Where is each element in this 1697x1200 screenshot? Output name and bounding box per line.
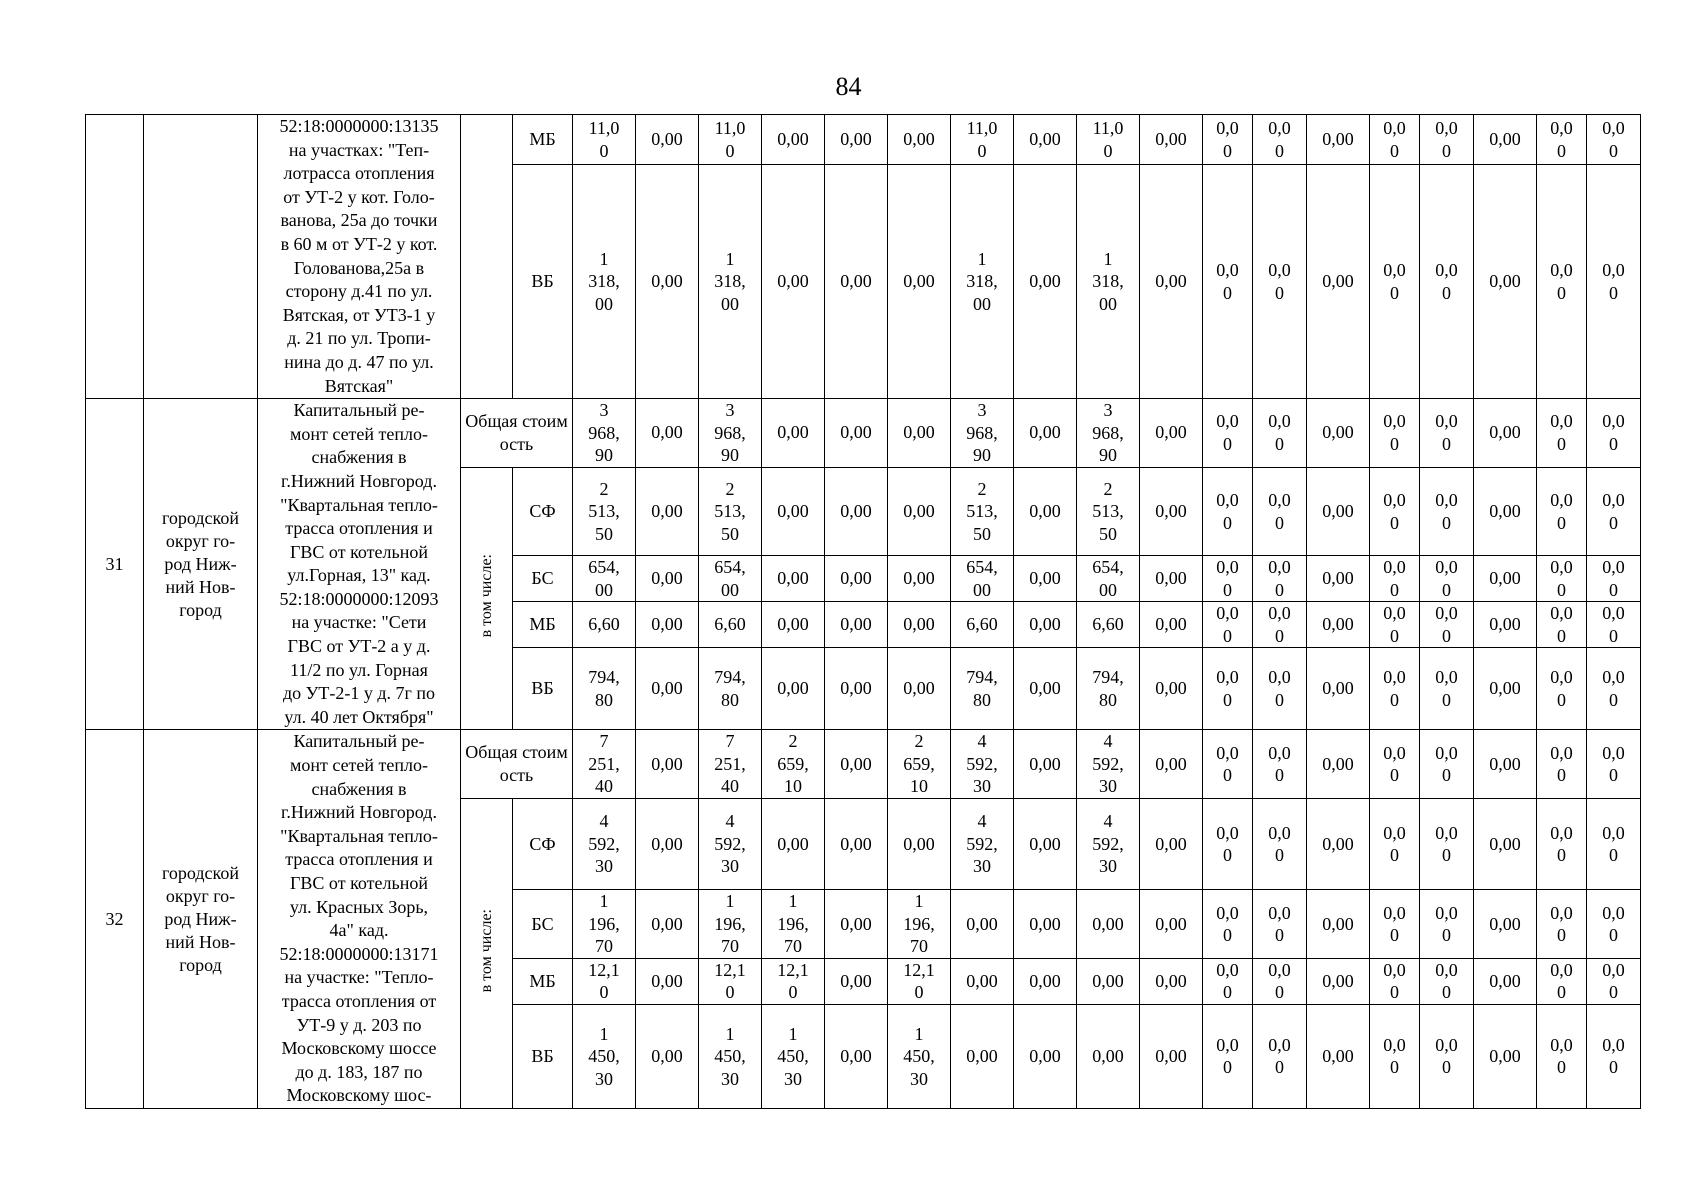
value-cell: 0,00: [636, 399, 699, 468]
value-cell: 0,0 0: [1253, 467, 1307, 556]
value-cell: 0,00: [1140, 730, 1203, 799]
total-label: Общая стоимость: [461, 730, 573, 799]
source-label: МБ: [513, 958, 573, 1004]
value-cell: 0,00: [888, 115, 951, 165]
municipality-cell: городской округ го- род Ниж- ний Нов- город: [144, 730, 258, 1109]
value-cell: 0,00: [1014, 1004, 1077, 1108]
value-cell: 0,00: [1474, 556, 1537, 602]
value-cell: 0,00: [1140, 602, 1203, 648]
value-cell: 0,0 0: [1370, 648, 1420, 730]
value-cell: 0,0 0: [1203, 467, 1253, 556]
value-cell: 0,00: [762, 399, 825, 468]
source-label: МБ: [513, 115, 573, 165]
value-cell: 4 592, 30: [699, 798, 762, 890]
value-cell: 0,0 0: [1253, 648, 1307, 730]
value-cell: 4 592, 30: [573, 798, 636, 890]
value-cell: 12,1 0: [888, 958, 951, 1004]
value-cell: 0,00: [1014, 467, 1077, 556]
value-cell: 0,0 0: [1370, 165, 1420, 399]
value-cell: 0,0 0: [1253, 602, 1307, 648]
value-cell: 0,00: [888, 798, 951, 890]
value-cell: 0,0 0: [1420, 115, 1474, 165]
value-cell: 3 968, 90: [1077, 399, 1140, 468]
value-cell: 0,0 0: [1203, 115, 1253, 165]
value-cell: 1 196, 70: [762, 890, 825, 959]
value-cell: 2 659, 10: [888, 730, 951, 799]
value-cell: 0,0 0: [1370, 115, 1420, 165]
value-cell: 0,0 0: [1420, 958, 1474, 1004]
value-cell: 0,00: [825, 602, 888, 648]
value-cell: 0,0 0: [1253, 958, 1307, 1004]
value-cell: 0,00: [1474, 798, 1537, 890]
value-cell: 0,0 0: [1420, 648, 1474, 730]
value-cell: 0,00: [636, 958, 699, 1004]
value-cell: 0,0 0: [1587, 730, 1641, 799]
source-label: ВБ: [513, 648, 573, 730]
value-cell: 0,0 0: [1537, 556, 1587, 602]
value-cell: 0,00: [762, 165, 825, 399]
value-cell: 0,00: [825, 467, 888, 556]
value-cell: 0,00: [825, 798, 888, 890]
value-cell: 0,00: [636, 798, 699, 890]
value-cell: 0,0 0: [1587, 958, 1641, 1004]
value-cell: 0,00: [1474, 115, 1537, 165]
value-cell: 0,00: [1014, 556, 1077, 602]
value-cell: 0,00: [1474, 890, 1537, 959]
value-cell: 0,00: [762, 798, 825, 890]
value-cell: 0,00: [1014, 890, 1077, 959]
value-cell: 12,1 0: [573, 958, 636, 1004]
value-cell: 1 196, 70: [888, 890, 951, 959]
value-cell: 2 659, 10: [762, 730, 825, 799]
value-cell: 0,0 0: [1370, 958, 1420, 1004]
value-cell: 0,00: [825, 648, 888, 730]
value-cell: 0,0 0: [1253, 399, 1307, 468]
value-cell: 2 513, 50: [699, 467, 762, 556]
value-cell: 1 450, 30: [888, 1004, 951, 1108]
value-cell: 0,00: [825, 165, 888, 399]
value-cell: 7 251, 40: [699, 730, 762, 799]
value-cell: 0,00: [1307, 165, 1370, 399]
value-cell: 3 968, 90: [951, 399, 1014, 468]
value-cell: 0,00: [1307, 730, 1370, 799]
value-cell: 0,00: [636, 115, 699, 165]
value-cell: 0,00: [636, 1004, 699, 1108]
value-cell: 0,00: [1014, 648, 1077, 730]
value-cell: 0,00: [1140, 556, 1203, 602]
value-cell: 0,0 0: [1537, 602, 1587, 648]
value-cell: 0,00: [1140, 115, 1203, 165]
value-cell: 0,00: [1307, 556, 1370, 602]
value-cell: 1 450, 30: [762, 1004, 825, 1108]
value-cell: 1 196, 70: [573, 890, 636, 959]
value-cell: 0,0 0: [1370, 798, 1420, 890]
value-cell: 4 592, 30: [1077, 798, 1140, 890]
value-cell: 0,0 0: [1203, 730, 1253, 799]
value-cell: 0,0 0: [1370, 890, 1420, 959]
value-cell: 0,00: [762, 648, 825, 730]
value-cell: 0,00: [825, 890, 888, 959]
value-cell: 0,0 0: [1587, 648, 1641, 730]
source-label: МБ: [513, 602, 573, 648]
value-cell: 0,00: [1474, 467, 1537, 556]
value-cell: 1 450, 30: [573, 1004, 636, 1108]
number-cell: [86, 115, 144, 399]
value-cell: 0,0 0: [1587, 556, 1641, 602]
value-cell: 11,0 0: [573, 115, 636, 165]
value-cell: 0,00: [825, 556, 888, 602]
value-cell: 0,00: [636, 890, 699, 959]
value-cell: 0,0 0: [1587, 115, 1641, 165]
value-cell: 794, 80: [951, 648, 1014, 730]
value-cell: 3 968, 90: [573, 399, 636, 468]
value-cell: 0,0 0: [1587, 798, 1641, 890]
value-cell: 0,0 0: [1253, 730, 1307, 799]
value-cell: 0,0 0: [1370, 399, 1420, 468]
value-cell: 0,0 0: [1587, 890, 1641, 959]
value-cell: 0,00: [1307, 602, 1370, 648]
value-cell: 0,00: [1014, 399, 1077, 468]
value-cell: 0,00: [825, 958, 888, 1004]
value-cell: 0,00: [762, 467, 825, 556]
source-label: БС: [513, 556, 573, 602]
value-cell: 0,00: [1140, 958, 1203, 1004]
included-cell: [461, 467, 513, 730]
source-label: ВБ: [513, 165, 573, 399]
source-label: БС: [513, 890, 573, 959]
value-cell: 1 318, 00: [951, 165, 1014, 399]
value-cell: 0,00: [1474, 165, 1537, 399]
value-cell: 0,00: [1014, 115, 1077, 165]
value-cell: 0,00: [1014, 958, 1077, 1004]
value-cell: 0,00: [1307, 399, 1370, 468]
value-cell: 0,0 0: [1420, 165, 1474, 399]
value-cell: 0,0 0: [1253, 556, 1307, 602]
value-cell: 0,00: [888, 556, 951, 602]
value-cell: 0,0 0: [1420, 556, 1474, 602]
source-label: СФ: [513, 467, 573, 556]
value-cell: 0,00: [762, 602, 825, 648]
total-label: Общая стоимость: [461, 399, 573, 468]
source-label: СФ: [513, 798, 573, 890]
value-cell: 0,0 0: [1420, 890, 1474, 959]
value-cell: 0,0 0: [1370, 602, 1420, 648]
value-cell: 2 513, 50: [1077, 467, 1140, 556]
value-cell: 0,00: [636, 730, 699, 799]
value-cell: 0,00: [825, 399, 888, 468]
included-label: в том числе:: [477, 553, 495, 638]
value-cell: 654, 00: [951, 556, 1014, 602]
value-cell: 4 592, 30: [951, 798, 1014, 890]
value-cell: 0,00: [1474, 958, 1537, 1004]
value-cell: 0,00: [1307, 467, 1370, 556]
value-cell: 0,0 0: [1203, 958, 1253, 1004]
value-cell: 0,00: [1140, 399, 1203, 468]
value-cell: 0,00: [1014, 730, 1077, 799]
value-cell: 0,00: [825, 730, 888, 799]
value-cell: 12,1 0: [699, 958, 762, 1004]
value-cell: 11,0 0: [1077, 115, 1140, 165]
value-cell: 0,0 0: [1537, 798, 1587, 890]
value-cell: 0,00: [1474, 399, 1537, 468]
value-cell: 3 968, 90: [699, 399, 762, 468]
value-cell: 0,0 0: [1420, 602, 1474, 648]
value-cell: 11,0 0: [699, 115, 762, 165]
value-cell: 6,60: [1077, 602, 1140, 648]
number-cell: 31: [86, 399, 144, 730]
value-cell: 794, 80: [573, 648, 636, 730]
value-cell: 0,00: [1140, 467, 1203, 556]
value-cell: 0,00: [825, 1004, 888, 1108]
value-cell: 0,0 0: [1370, 730, 1420, 799]
value-cell: 0,00: [1140, 798, 1203, 890]
value-cell: 1 450, 30: [699, 1004, 762, 1108]
value-cell: 0,00: [636, 165, 699, 399]
value-cell: 0,0 0: [1420, 730, 1474, 799]
value-cell: 1 196, 70: [699, 890, 762, 959]
value-cell: 0,0 0: [1370, 1004, 1420, 1108]
value-cell: 0,00: [1307, 890, 1370, 959]
value-cell: 0,00: [825, 115, 888, 165]
value-cell: 0,0 0: [1537, 958, 1587, 1004]
value-cell: 0,00: [888, 648, 951, 730]
value-cell: 0,0 0: [1587, 399, 1641, 468]
value-cell: 11,0 0: [951, 115, 1014, 165]
value-cell: 1 318, 00: [573, 165, 636, 399]
value-cell: 4 592, 30: [951, 730, 1014, 799]
value-cell: 0,00: [1077, 1004, 1140, 1108]
value-cell: 0,0 0: [1420, 467, 1474, 556]
value-cell: 0,0 0: [1253, 115, 1307, 165]
description-cell: Капитальный ре- монт сетей тепло- снабжения в г.Нижний Новгород. "Квартальная тепло- трасса отопления и ГВС от котельной ул.Горная, 13" кад. 52:18:0000000:12093 на участке: "Сети ГВС от УТ-2 а у д. 11/2 по ул. Горная до УТ-2-1 у д. 7г по ул. 40 лет Октября": [258, 399, 461, 730]
value-cell: 0,0 0: [1253, 165, 1307, 399]
value-cell: 6,60: [951, 602, 1014, 648]
value-cell: 0,0 0: [1203, 399, 1253, 468]
value-cell: 0,00: [1140, 648, 1203, 730]
value-cell: 0,0 0: [1587, 165, 1641, 399]
included-cell: [461, 798, 513, 1108]
value-cell: 1 318, 00: [699, 165, 762, 399]
value-cell: 0,0 0: [1203, 890, 1253, 959]
value-cell: 0,00: [1474, 1004, 1537, 1108]
included-cell: [461, 115, 513, 399]
table-row: [86, 730, 1641, 799]
value-cell: 0,00: [951, 958, 1014, 1004]
value-cell: 0,00: [636, 602, 699, 648]
value-cell: 0,00: [1077, 958, 1140, 1004]
value-cell: 0,0 0: [1537, 890, 1587, 959]
value-cell: 0,0 0: [1587, 602, 1641, 648]
value-cell: 7 251, 40: [573, 730, 636, 799]
value-cell: 0,00: [1014, 798, 1077, 890]
value-cell: 0,0 0: [1253, 890, 1307, 959]
value-cell: 0,0 0: [1253, 798, 1307, 890]
value-cell: 0,00: [888, 399, 951, 468]
value-cell: 0,0 0: [1203, 648, 1253, 730]
value-cell: 2 513, 50: [951, 467, 1014, 556]
value-cell: 0,0 0: [1537, 648, 1587, 730]
value-cell: 0,00: [1307, 1004, 1370, 1108]
value-cell: 6,60: [573, 602, 636, 648]
value-cell: 0,0 0: [1203, 602, 1253, 648]
value-cell: 0,0 0: [1203, 798, 1253, 890]
value-cell: 0,00: [1140, 1004, 1203, 1108]
value-cell: 0,00: [888, 602, 951, 648]
value-cell: 0,0 0: [1537, 467, 1587, 556]
description-cell: 52:18:0000000:13135 на участках: "Теп- лотрасса отопления от УТ-2 у кот. Голо- ванова, 25а до точки в 60 м от УТ-2 у кот. Голованова,25а в сторону д.41 по ул. Вятская, от УТ3-1 у д. 21 по ул. Тропи- нина до д. 47 по ул. Вятская": [258, 115, 461, 399]
value-cell: 4 592, 30: [1077, 730, 1140, 799]
value-cell: 0,0 0: [1420, 399, 1474, 468]
value-cell: 0,0 0: [1537, 730, 1587, 799]
value-cell: 0,0 0: [1370, 556, 1420, 602]
value-cell: 0,00: [1307, 648, 1370, 730]
value-cell: 0,0 0: [1203, 1004, 1253, 1108]
value-cell: 794, 80: [699, 648, 762, 730]
value-cell: 0,0 0: [1537, 165, 1587, 399]
value-cell: 0,00: [1077, 890, 1140, 959]
value-cell: 0,00: [888, 467, 951, 556]
value-cell: 0,00: [951, 1004, 1014, 1108]
value-cell: 0,00: [1140, 165, 1203, 399]
included-label: в том числе:: [477, 908, 495, 993]
value-cell: 0,0 0: [1537, 1004, 1587, 1108]
value-cell: 0,0 0: [1203, 556, 1253, 602]
value-cell: 0,0 0: [1537, 399, 1587, 468]
value-cell: 0,00: [1307, 798, 1370, 890]
description-cell: Капитальный ре- монт сетей тепло- снабжения в г.Нижний Новгород. "Квартальная тепло- трасса отопления и ГВС от котельной ул. Красных Зорь, 4а" кад. 52:18:0000000:13171 на участке: "Тепло- трасса отопления от УТ-9 у д. 203 по Московскому шоссе до д. 183, 187 по Московскому шос-: [258, 730, 461, 1109]
value-cell: 0,00: [636, 556, 699, 602]
value-cell: 0,00: [951, 890, 1014, 959]
value-cell: 0,00: [762, 556, 825, 602]
value-cell: 12,1 0: [762, 958, 825, 1004]
value-cell: 0,00: [888, 165, 951, 399]
value-cell: 0,0 0: [1253, 1004, 1307, 1108]
municipality-cell: [144, 115, 258, 399]
budget-table: [85, 114, 1641, 1109]
number-cell: 32: [86, 730, 144, 1109]
value-cell: 0,0 0: [1537, 115, 1587, 165]
page-number: 84: [835, 72, 862, 101]
value-cell: 0,00: [1474, 730, 1537, 799]
value-cell: 0,0 0: [1587, 467, 1641, 556]
value-cell: 0,00: [762, 115, 825, 165]
source-label: ВБ: [513, 1004, 573, 1108]
value-cell: 0,00: [1140, 890, 1203, 959]
value-cell: 654, 00: [1077, 556, 1140, 602]
value-cell: 0,00: [1474, 602, 1537, 648]
value-cell: 2 513, 50: [573, 467, 636, 556]
value-cell: 794, 80: [1077, 648, 1140, 730]
value-cell: 0,00: [1014, 165, 1077, 399]
table-row: [86, 115, 1641, 165]
value-cell: 0,0 0: [1420, 798, 1474, 890]
value-cell: 0,00: [1307, 958, 1370, 1004]
value-cell: 0,00: [1307, 115, 1370, 165]
value-cell: 0,00: [636, 467, 699, 556]
municipality-cell: городской округ го- род Ниж- ний Нов- город: [144, 399, 258, 730]
value-cell: 654, 00: [699, 556, 762, 602]
value-cell: 0,00: [1474, 648, 1537, 730]
value-cell: 6,60: [699, 602, 762, 648]
value-cell: 0,00: [636, 648, 699, 730]
table-row: [86, 399, 1641, 468]
value-cell: 0,0 0: [1420, 1004, 1474, 1108]
value-cell: 1 318, 00: [1077, 165, 1140, 399]
value-cell: 0,0 0: [1370, 467, 1420, 556]
value-cell: 0,00: [1014, 602, 1077, 648]
value-cell: 0,0 0: [1587, 1004, 1641, 1108]
value-cell: 0,0 0: [1203, 165, 1253, 399]
value-cell: 654, 00: [573, 556, 636, 602]
